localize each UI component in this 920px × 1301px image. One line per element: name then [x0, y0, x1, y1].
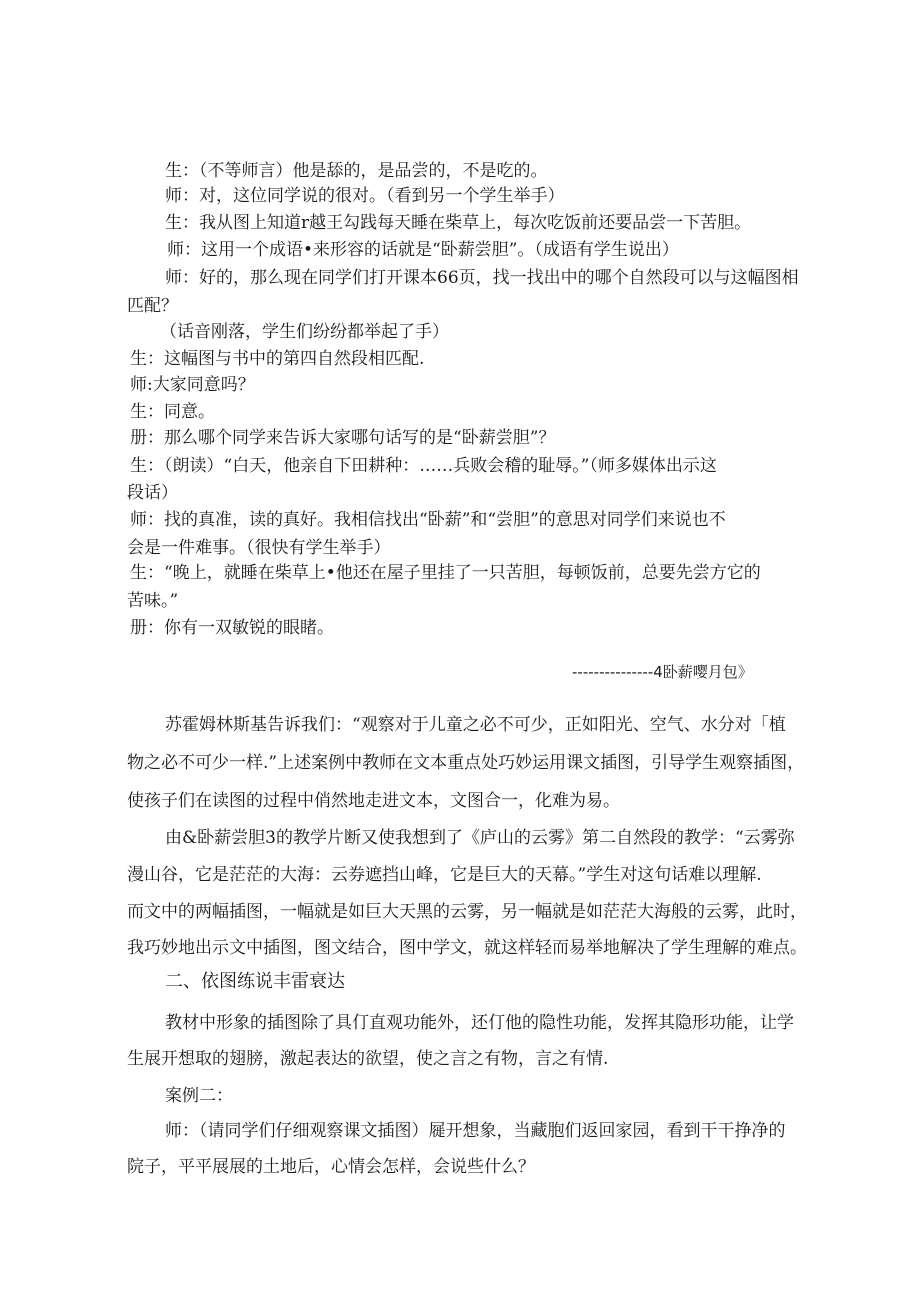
dialogue-line: 生：这幅图与书中的第四自然段相匹配. [130, 349, 425, 369]
dialogue-line: 师:大家同意吗？ [130, 375, 255, 395]
dialogue-line: 生：“晚上，就睡在柴草上•他还在屋子里挂了一只苦胆，每顿饭前，总要先尝方它的 [130, 563, 761, 583]
body-paragraph-line: 教材中形象的插图除了具仃直观功能外，还仃他的隐性功能，发挥其隐形功能，让学 [165, 1013, 794, 1033]
dialogue-line: 册：那么哪个同学来告诉大家哪句话写的是“卧薪尝胆”？ [130, 428, 556, 448]
dialogue-line: 生：（不等师言）他是舔的，是品尝的，不是吃的。 [165, 161, 548, 181]
body-paragraph-line: 而文中的两幅插图，一幅就是如巨大天黑的云雾，另一幅就是如茫茫大海般的云雾，此时， [127, 902, 807, 922]
dialogue-line: 生：我从图上知道r越王勾践每天睡在柴草上，每次吃饭前还要品尝一下苦胆。 [165, 213, 752, 233]
body-paragraph-line: 漫山谷，它是茫茫的大海：云券遮挡山峰，它是巨大的天幕。”学生对这句话难以理解. [127, 865, 762, 885]
dialogue-line: 段话） [127, 483, 178, 503]
dialogue-line: 生：同意。 [130, 402, 215, 422]
body-paragraph-line: 院子，平平展展的土地后，心情会怎样，会说些什么？ [127, 1157, 535, 1177]
body-paragraph-line: 物之必不可少一样.”上述案例中教师在文本重点处巧妙运用课文插图，引导学生观察插图， [127, 753, 805, 773]
dialogue-line: 生：（朗读）“白天，他亲自下田耕种：……兵败会稽的耻辱。”（师多媒体出示这 [130, 456, 717, 476]
case-label: 案例二： [165, 1086, 233, 1106]
source-citation: ---------------4卧薪嘤月包》 [572, 663, 753, 681]
dialogue-line: 师：对，这位同学说的很对。（看到另一个学生举手） [165, 186, 565, 206]
body-paragraph-line: 使孩子们在读图的过程中俏然地走进文本，文图合一，化难为易。 [127, 791, 620, 811]
dialogue-line: 苦味。” [127, 591, 179, 611]
dialogue-line: 会是一件难事。（很快有学生举手） [127, 538, 391, 558]
section-heading: 二、依图练说丰雷衰达 [165, 971, 345, 992]
body-paragraph-line: 由&卧薪尝胆3的教学片断又使我想到了《庐山的云雾》第二自然段的教学：“云雾弥 [165, 828, 795, 848]
dialogue-line: 师：好的，那么现在同学们打开课本66页，找一找出中的哪个自然段可以与这幅图相 [165, 268, 799, 288]
body-paragraph-line: 苏霍姆林斯基告诉我们：“观察对于儿童之必不可少，正如阳光、空气、水分对「植 [165, 715, 786, 735]
body-paragraph-line: 我巧妙地出示文中插图，图文结合，图中学文，就这样轻而易举地解决了学生理解的难点。 [127, 938, 807, 958]
dialogue-line: （话音刚落，学生们纷纷都举起了手） [160, 322, 449, 342]
dialogue-line: 师：这用一个成语•来形容的话就是“卧薪尝胆”。（成语有学生说出） [167, 240, 679, 260]
dialogue-line: 匹配？ [127, 296, 178, 316]
dialogue-line: 册：你有一双敏锐的眼睹。 [130, 618, 334, 638]
dialogue-line: 师：找的真准，读的真好。我相信找出“卧薪”和“尝胆”的意思对同学们来说也不 [130, 510, 726, 530]
body-paragraph-line: 师：（请同学们仔细观察课文插图）屣开想象，当藏胞们返回家园，看到干干挣净的 [165, 1121, 786, 1141]
body-paragraph-line: 生展开想取的翅膀，激起表达的欲望，使之言之有物，言之有情. [127, 1049, 609, 1069]
